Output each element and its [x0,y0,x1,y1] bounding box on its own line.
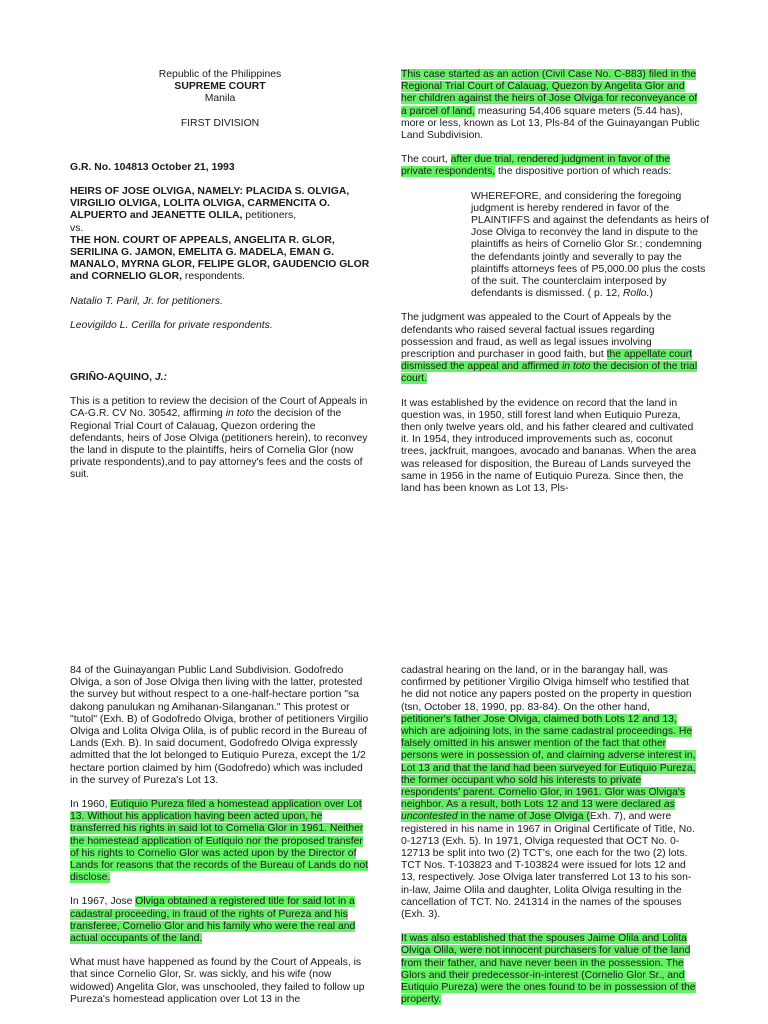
petitioners-role: petitioners, [242,210,297,222]
cadastral-highlight-b: in the name of Jose Olviga ( [457,811,590,823]
intro-text-a: This is a petition to review the decision of the Court of Appeals in CA-G.R. CV No. 30542, affirming [70,396,368,420]
page1-left-column [70,69,370,494]
appeal-text-a: The judgment was appealed to the Court of Appeals by the defendants who raised several factual issues regarding possession and fraud, as well as legal issues involving prescription and purchaser in good faith, but [401,312,672,361]
judgment-text-a: The court, [401,154,451,166]
homestead-text-a: In 1960, [70,799,111,811]
innocent-purchaser-paragraph [401,933,701,1006]
counsel-petitioners: Natalio T. Paril, Jr. for petitioners. [70,295,223,307]
case-parties [70,186,370,284]
highlight-innocent-purchaser: It was also established that the spouses Jaime Olila and Lolita Olviga Olila, were not innocent purchasers for value of the land from their father, and have never been in the possession. The Glors and their predecessor-in-interest (Cornelio Glor Sr., and Eutiquio Pureza) were the ones found to be in possession of the property. [401,933,696,1006]
intro-text-b: the decision of the Regional Trial Court of Calauag, Quezon ordering the defendants, heirs of Jose Olviga (petitioners herein), to reconvey the land in dispute to the plaintiffs, heirs of Cornelia Glor (now private respondents),and to pay attorney's fees and the costs of suit. [70,408,368,481]
highlight-cadastral [401,714,696,823]
city-line: Manila [204,93,236,105]
fraud-text-a: In 1967, Jose [70,896,136,908]
intro-text-italic: in toto [225,408,255,420]
quote-text-a: WHEREFORE, and considering the foregoing judgment is hereby rendered in favor of the PLAINTIFFS and against the defendants as heirs of Jose Olviga to reconvey the land in dispute to the plaintiffs as heirs of Cornelio Glor Sr.; condemning the defendants jointly and severally to pay the plaintiffs attorneys fees of P5,000.00 plus the costs of the suit. The counterclaim interposed by defendants is dismissed. ( p. 12, [471,190,709,300]
cadastral-paragraph [401,665,701,921]
cadastral-highlight-italic: as uncontested [401,799,675,823]
ponente-name: GRIÑO-AQUINO, [70,372,155,384]
division-line: FIRST DIVISION [180,117,260,129]
court-judgment-paragraph [401,154,701,178]
intro-paragraph [70,396,370,481]
versus-label: vs. [70,222,84,234]
cadastral-text-a: cadastral hearing on the land, or in the barangay hall, was confirmed by petitioner Virgilio Olviga himself who testified that he did not notice any papers posted on the property in question (tsn, October 18, 1990, pp. 83-84). On the other hand, [401,665,692,713]
dispositive-quote [471,191,711,301]
cadastral-highlight-a: petitioner's father Jose Olviga, claimed both Lots 12 and 13, which are adjoining lots, in the same cadastral proceedings. He falsely omitted in his answer mention of the fact that other persons were in possession of, and claiming adverse interest in, Lot 13 and that the land had been surveyed for Eutiquio Pureza, the former occupant who sold his interests to private respondents' parent. Cornelio Glor, in 1961. Glor was Olviga's neighbor. As a result, both Lots 12 and 13 were declared [401,713,696,811]
appeal-paragraph [401,312,701,385]
case-number: G.R. No. 104813 October 21, 1993 [70,161,235,173]
evidence-paragraph: It was established by the evidence on record that the land in question was, in 1950, still forest land when Eutiquio Pureza, then only twelve years old, and his father cleared and cultivated it. In 1954, they introduced improvements such as, coconut trees, jackfruit, mangoes, avocado and bananas. When the area was released for disposition, the Bureau of Lands surveyed the same in 1956 in the name of Eutiquio Pureza. Since then, the land has been known as Lot 13, Pls- [401,397,697,495]
ponente [70,372,370,384]
page2-right-column [401,665,701,1018]
case-start-rest: measuring 54,406 square meters (5.44 has), more or less, known as Lot 13, Pls-84 of the Guinayangan Public Land Subdivision. [401,105,700,142]
page2-left-column [70,665,370,1018]
appeal-highlight-b: the decision of the trial court. [401,361,698,385]
appeal-highlight-a: the appellate court dismissed the appeal and affirmed [401,349,693,373]
document-page-2 [0,640,768,1024]
court-of-appeals-finding-paragraph: What must have happened as found by the Court of Appeals, is that since Cornelio Glor, Sr. was sickly, and his wife (now widowed) Angelita Glor, was unschooled, they failed to follow up Pureza's homestead application over Lot 13 in the [70,957,365,1005]
highlight-fraud: Olviga obtained a registered title for said lot in a cadastral proceeding, in fraud of the rights of Pureza and his transferee, Cornelio Glor and his family who were the real and actual occupants of the land. [70,896,356,945]
case-start-paragraph [401,69,701,142]
petitioners-names: HEIRS OF JOSE OLVIGA, NAMELY: PLACIDA S. OLVIGA, VIRGILIO OLVIGA, LOLITA OLVIGA, CARMENCITA O. ALPUERTO and JEANETTE OLILA, [70,186,350,222]
highlight-case-start: This case started as an action (Civil Case No. C-883) filed in the Regional Trial Court of Calauag, Quezon by Angelita Glor and her children against the heirs of Jose Olviga for reconveyance of a parcel of land, [401,69,698,117]
judgment-text-b: the dispositive portion of which reads: [495,166,672,178]
appeal-highlight-italic: in toto [561,361,591,373]
respondents-role: respondents. [182,271,245,283]
title-fraud-paragraph [70,896,370,945]
respondents-names: THE HON. COURT OF APPEALS, ANGELITA R. GLOR, SERILINA G. JAMON, EMELITA G. MADELA, EMAN G. MANALO, MYRNA GLOR, FELIPE GLOR, GAUDENCIO GLOR and CORNELIO GLOR, [70,234,370,283]
quote-italic: Rollo. [622,288,650,300]
court-header [70,69,370,130]
cadastral-text-b: Exh. 7), and were registered in his name in 1967 in Original Certificate of Title, No. 0-12713 (Exh. 5). In 1971, Olviga requested that OCT No. 0-12713 be split into two (2) TCT's, one each for the two (2) lots. TCT Nos. T-103823 and T-103824 were issued for lots 12 and 13, respectively. Jose Olviga later transferred Lot 13 to his son-in-law, Jaime Olila and daughter, Lolita Olviga resulting in the cancellation of TCT. No. 241314 in the names of the spouses (Exh. 3). [401,811,695,921]
quote-text-b: ) [649,288,653,300]
highlight-homestead: Eutiquio Pureza filed a homestead application over Lot 13. Without his application having been acted upon, he transferred his rights in said lot to Cornelia Glor in 1961. Neither the homestead application of Eutiquio nor the proposed transfer of his rights to Cornelio Glor was acted upon by the Director of Lands for reasons that the records of the Bureau of Lands do not disclose. [70,799,369,884]
ponente-suffix: J.: [154,372,167,384]
survey-protest-paragraph: 84 of the Guinayangan Public Land Subdivision. Godofredo Olviga, a son of Jose Olviga then living with the latter, protested the survey but without respect to a one-half-hectare portion "sa dakong panulukan ng Amihanan-Silanganan." This protest or "tutol" (Exh. B) of Godofredo Olviga, brother of petitioners Virgilio Olviga and Lolita Olviga Olila, is of public record in the Bureau of Lands (Exh. B). In said document, Godofredo Olviga expressly admitted that the lot belonged to Eutiquio Pureza, except the 1/2 hectare portion claimed by him (Godofredo) which was included in the survey of Pureza's Lot 13. [70,665,369,786]
highlight-judgment: after due trial, rendered judgment in favor of the private respondents, [401,154,671,178]
court-name: SUPREME COURT [174,81,266,93]
homestead-paragraph [70,799,370,884]
page1-right-column [401,69,709,507]
counsel-respondents: Leovigildo L. Cerilla for private respondents. [70,319,273,331]
republic-line: Republic of the Philippines [158,69,282,80]
